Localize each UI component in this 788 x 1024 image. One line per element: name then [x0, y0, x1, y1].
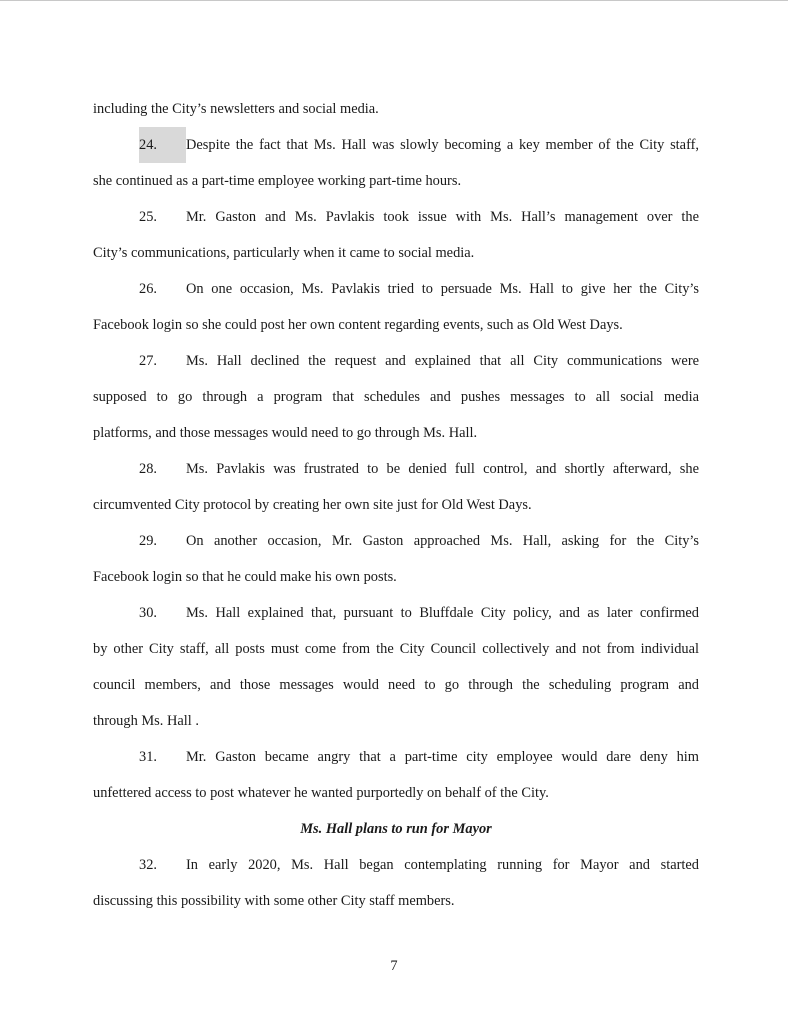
- paragraph: [93, 91, 699, 127]
- text-line: [93, 631, 699, 667]
- line-text: Ms. Hall declined the request and explained that all City communications were: [186, 353, 699, 369]
- text-line: [93, 847, 699, 883]
- line-text: circumvented City protocol by creating her own site just for Old West Days.: [93, 497, 532, 513]
- text-line: [93, 415, 699, 451]
- line-text: unfettered access to post whatever he wanted purportedly on behalf of the City.: [93, 785, 549, 801]
- page-number: 7: [390, 958, 398, 974]
- paragraph-number: 32.: [139, 857, 157, 873]
- text-line: [93, 307, 699, 343]
- paragraph-number: 30.: [139, 605, 157, 621]
- line-text: including the City’s newsletters and social media.: [93, 101, 379, 117]
- paragraph-number: 24.: [139, 127, 186, 163]
- section-heading: Ms. Hall plans to run for Mayor: [300, 821, 492, 837]
- line-text: On another occasion, Mr. Gaston approached Ms. Hall, asking for the City’s: [186, 533, 699, 549]
- line-text: she continued as a part-time employee working part-time hours.: [93, 173, 462, 189]
- text-line: [93, 523, 699, 559]
- text-line: [93, 595, 699, 631]
- page-top-border: [0, 0, 788, 1]
- paragraph-number: 28.: [139, 461, 157, 477]
- paragraph: [93, 523, 699, 595]
- paragraph-number: 26.: [139, 281, 157, 297]
- text-line: [93, 775, 699, 811]
- line-text: council members, and those messages would need to go through the scheduling program and: [93, 677, 699, 693]
- line-text: Facebook login so she could post her own content regarding events, such as Old West Days.: [93, 317, 623, 333]
- line-text: supposed to go through a program that schedules and pushes messages to all social media: [93, 389, 699, 405]
- text-line: [93, 235, 699, 271]
- text-line: [93, 883, 699, 919]
- paragraph: [93, 847, 699, 919]
- line-text: City’s communications, particularly when it came to social media.: [93, 245, 475, 261]
- text-line: [93, 127, 699, 163]
- paragraph: [93, 271, 699, 343]
- text-line: [93, 379, 699, 415]
- text-line: [93, 91, 699, 127]
- text-line: [93, 451, 699, 487]
- paragraph: [93, 127, 699, 199]
- paragraph: [93, 343, 699, 451]
- paragraph-number: 31.: [139, 749, 157, 765]
- paragraphs-after-heading: [93, 847, 699, 919]
- text-line: [93, 667, 699, 703]
- text-line: [93, 271, 699, 307]
- paragraph: [93, 739, 699, 811]
- line-text: On one occasion, Ms. Pavlakis tried to persuade Ms. Hall to give her the City’s: [186, 281, 699, 297]
- paragraph-number: 27.: [139, 353, 157, 369]
- paragraph-number: 25.: [139, 209, 157, 225]
- line-text: Mr. Gaston became angry that a part-time city employee would dare deny him: [186, 749, 699, 765]
- line-text: Ms. Pavlakis was frustrated to be denied full control, and shortly afterward, she: [186, 461, 699, 477]
- paragraph: [93, 451, 699, 523]
- line-text: Despite the fact that Ms. Hall was slowly becoming a key member of the City staff,: [186, 137, 699, 153]
- document-body: [93, 91, 699, 919]
- line-text: Facebook login so that he could make his own posts.: [93, 569, 397, 585]
- line-text: In early 2020, Ms. Hall began contemplating running for Mayor and started: [186, 857, 699, 873]
- line-text: Ms. Hall explained that, pursuant to Bluffdale City policy, and as later confirmed: [186, 605, 699, 621]
- text-line: [93, 559, 699, 595]
- text-line: [93, 739, 699, 775]
- text-line: [93, 703, 699, 739]
- line-text: platforms, and those messages would need to go through Ms. Hall.: [93, 425, 478, 441]
- paragraph: [93, 199, 699, 271]
- paragraphs-before-heading: [93, 91, 699, 811]
- text-line: [93, 343, 699, 379]
- text-line: [93, 163, 699, 199]
- paragraph: [93, 595, 699, 739]
- text-line: [93, 199, 699, 235]
- line-text: Mr. Gaston and Ms. Pavlakis took issue with Ms. Hall’s management over the: [186, 209, 699, 225]
- line-text: through Ms. Hall .: [93, 713, 199, 729]
- paragraph-number: 29.: [139, 533, 157, 549]
- text-line: [93, 487, 699, 523]
- line-text: by other City staff, all posts must come from the City Council collectively and not from individual: [93, 641, 699, 657]
- line-text: discussing this possibility with some other City staff members.: [93, 893, 455, 909]
